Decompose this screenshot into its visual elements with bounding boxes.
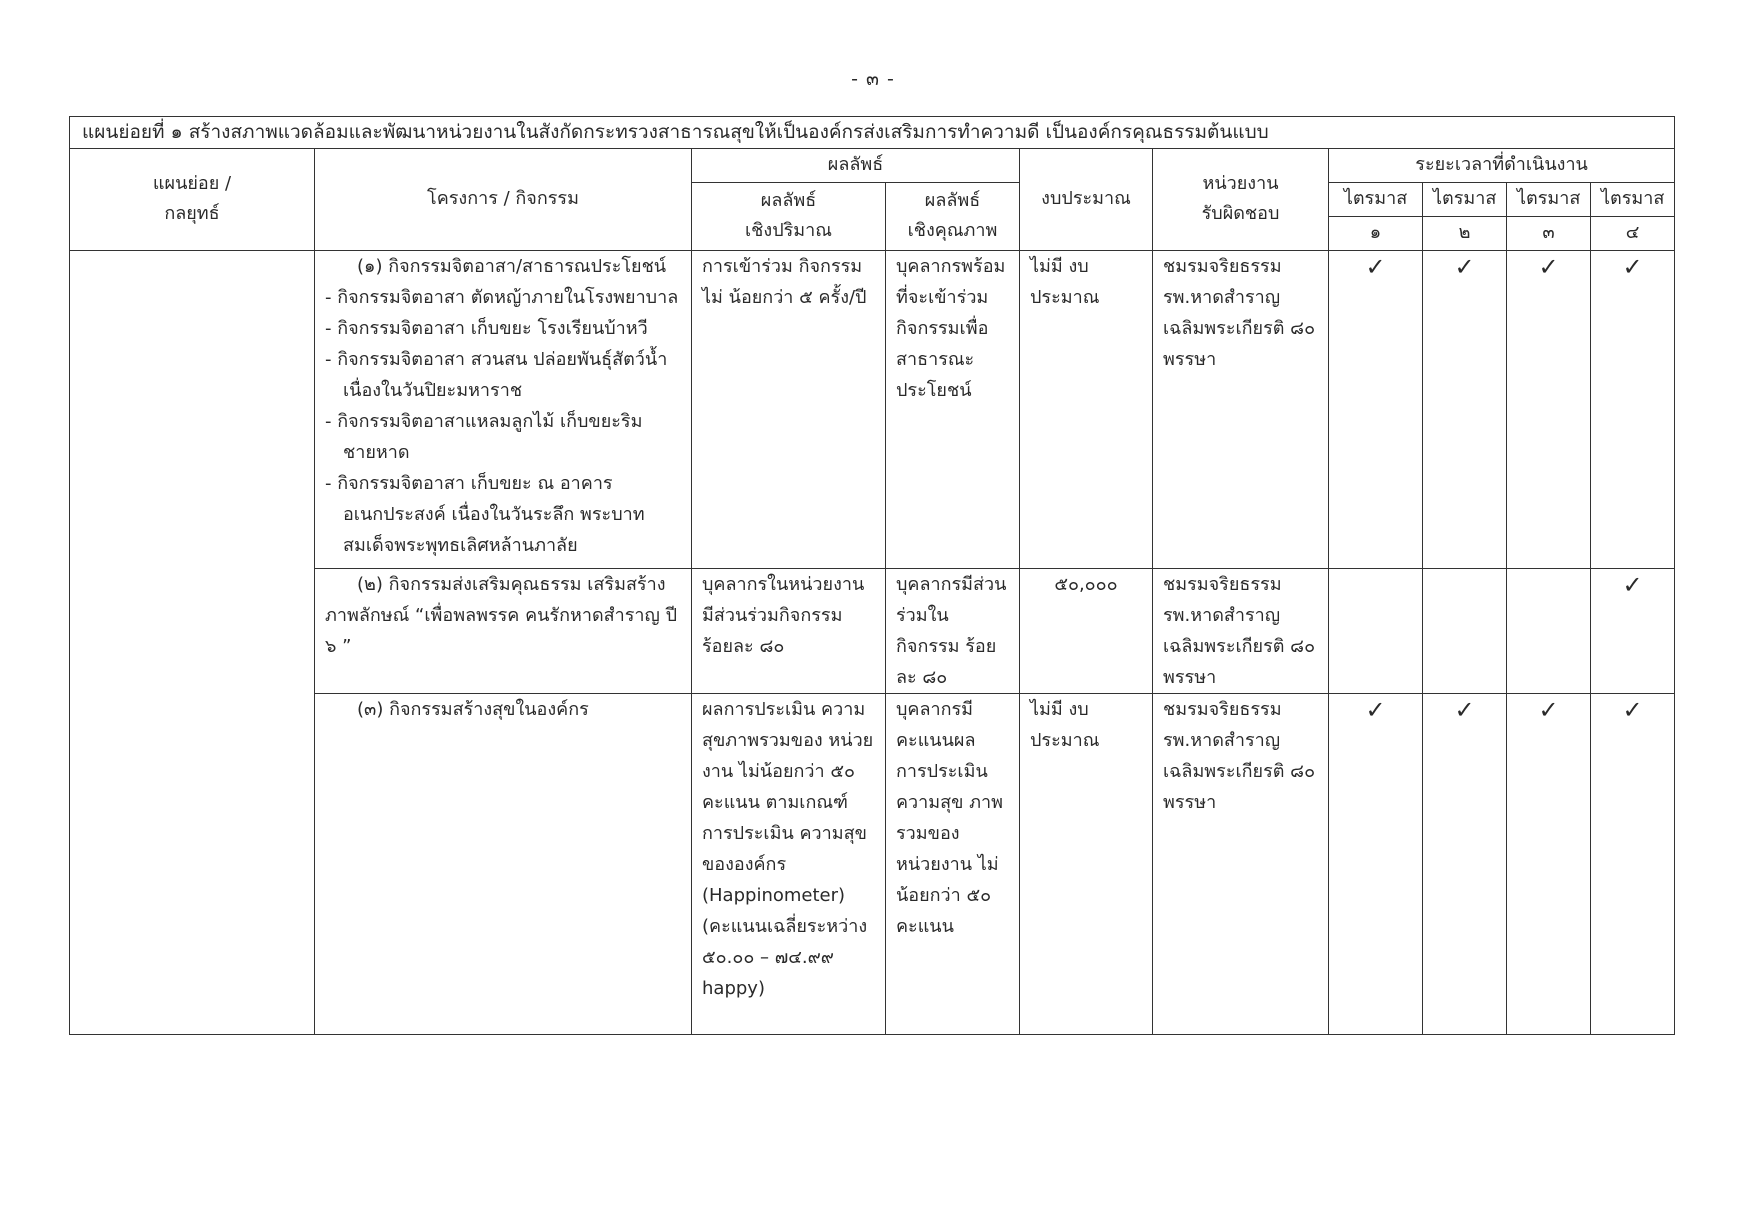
quarter-cell <box>1329 250 1423 568</box>
header-plan: แผนย่อย / กลยุทธ์ <box>70 149 315 251</box>
check-icon: ✓ <box>1622 570 1643 599</box>
activity-cell <box>315 693 692 1034</box>
quarter-cell <box>1423 693 1507 1034</box>
responsible-cell: ชมรมจริยธรรม รพ.หาดสำราญ เฉลิมพระเกียรติ ๘๐ พรรษา <box>1153 250 1329 568</box>
header-row-1 <box>70 149 1675 183</box>
header-quarter-label-2: ไตรมาส <box>1423 182 1507 216</box>
quarter-cell <box>1591 568 1675 693</box>
list-item: - กิจกรรมจิตอาสา เก็บขยะ โรงเรียนบ้าหวี <box>325 317 648 339</box>
header-quarter-label-4: ไตรมาส <box>1591 182 1675 216</box>
header-outcome-quant: ผลลัพธ์ เชิงปริมาณ <box>692 182 886 250</box>
table-row <box>70 250 1675 568</box>
qual-cell: บุคลากรมีส่วน ร่วมใน กิจกรรม ร้อยละ ๘๐ <box>886 568 1020 693</box>
quarter-cell <box>1329 693 1423 1034</box>
check-icon: ✓ <box>1454 252 1475 281</box>
quarter-cell <box>1507 568 1591 693</box>
check-icon: ✓ <box>1622 252 1643 281</box>
quant-cell: บุคลากรในหน่วยงาน มีส่วนร่วมกิจกรรม ร้อยละ ๘๐ <box>692 568 886 693</box>
header-quarter-num-2: ๒ <box>1423 216 1507 250</box>
header-quarter-num-1: ๑ <box>1329 216 1423 250</box>
activity-cell <box>315 568 692 693</box>
quarter-cell <box>1507 250 1591 568</box>
responsible-cell: ชมรมจริยธรรม รพ.หาดสำราญ เฉลิมพระเกียรติ ๘๐ พรรษา <box>1153 568 1329 693</box>
header-quarter-label-1: ไตรมาส <box>1329 182 1423 216</box>
header-quarter-label-3: ไตรมาส <box>1507 182 1591 216</box>
check-icon: ✓ <box>1365 252 1386 281</box>
list-item: - กิจกรรมจิตอาสา สวนสน ปล่อยพันธุ์สัตว์น้ำ เนื่องในวันปิยะมหาราช <box>325 348 668 401</box>
list-item: - กิจกรรมจิตอาสา ตัดหญ้าภายในโรงพยาบาล <box>325 286 679 308</box>
budget-cell: ไม่มี งบประมาณ <box>1020 693 1153 1034</box>
check-icon: ✓ <box>1454 695 1475 724</box>
quarter-cell <box>1591 693 1675 1034</box>
sub-activity-list <box>325 282 681 561</box>
header-quarter-num-3: ๓ <box>1507 216 1591 250</box>
header-outcome-qual: ผลลัพธ์ เชิงคุณภาพ <box>886 182 1020 250</box>
header-project: โครงการ / กิจกรรม <box>315 149 692 251</box>
table-title: แผนย่อยที่ ๑ สร้างสภาพแวดล้อมและพัฒนาหน่วยงานในสังกัดกระทรวงสาธารณสุขให้เป็นองค์กรส่งเสริมการทำความดี เป็นองค์กรคุณธรรมต้นแบบ <box>70 117 1675 149</box>
header-outcome: ผลลัพธ์ <box>692 149 1020 183</box>
plan-cell <box>70 250 315 1034</box>
responsible-cell: ชมรมจริยธรรม รพ.หาดสำราญ เฉลิมพระเกียรติ ๘๐ พรรษา <box>1153 693 1329 1034</box>
check-icon: ✓ <box>1365 695 1386 724</box>
activity-title: (๒) กิจกรรมส่งเสริมคุณธรรม เสริมสร้าง ภาพลักษณ์ “เพื่อพลพรรค คนรักหาดสำราญ ปี ๖ ” <box>325 573 677 657</box>
plan-table <box>69 116 1675 1035</box>
qual-cell: บุคลากรมี คะแนนผล การประเมิน ความสุข ภาพรวมของ หน่วยงาน ไม่น้อยกว่า ๕๐ คะแนน <box>886 693 1020 1034</box>
header-quarter-num-4: ๔ <box>1591 216 1675 250</box>
page-number: - ๓ - <box>851 68 895 90</box>
quarter-cell <box>1591 250 1675 568</box>
quarter-cell <box>1507 693 1591 1034</box>
quarter-cell <box>1423 568 1507 693</box>
activity-title: (๓) กิจกรรมสร้างสุขในองค์กร <box>357 698 589 720</box>
list-item: - กิจกรรมจิตอาสาแหลมลูกไม้ เก็บขยะริม ชายหาด <box>325 410 643 463</box>
check-icon: ✓ <box>1538 695 1559 724</box>
header-responsible: หน่วยงาน รับผิดชอบ <box>1153 149 1329 251</box>
check-icon: ✓ <box>1622 695 1643 724</box>
quarter-cell <box>1329 568 1423 693</box>
qual-cell: บุคลากรพร้อม ที่จะเข้าร่วม กิจกรรมเพื่อ สาธารณะ ประโยชน์ <box>886 250 1020 568</box>
quant-cell: ผลการประเมิน ความสุขภาพรวมของ หน่วยงาน ไม่น้อยกว่า ๕๐ คะแนน ตามเกณฑ์การประเมิน ความสุขขององค์กร (Happinometer) (คะแนนเฉลี่ยระหว่าง ๕๐.๐๐ – ๗๔.๙๙ happy) <box>692 693 886 1034</box>
budget-cell: ๕๐,๐๐๐ <box>1020 568 1153 693</box>
check-icon: ✓ <box>1538 252 1559 281</box>
quarter-cell <box>1423 250 1507 568</box>
header-budget: งบประมาณ <box>1020 149 1153 251</box>
quant-cell: การเข้าร่วม กิจกรรมไม่ น้อยกว่า ๕ ครั้ง/ปี <box>692 250 886 568</box>
table-title-row <box>70 117 1675 149</box>
budget-cell: ไม่มี งบประมาณ <box>1020 250 1153 568</box>
activity-title: (๑) กิจกรรมจิตอาสา/สาธารณประโยชน์ <box>357 255 667 277</box>
header-period: ระยะเวลาที่ดำเนินงาน <box>1329 149 1675 183</box>
list-item: - กิจกรรมจิตอาสา เก็บขยะ ณ อาคาร อเนกประสงค์ เนื่องในวันระลึก พระบาทสมเด็จพระพุทธเลิศหล้านภาลัย <box>325 472 645 556</box>
activity-cell <box>315 250 692 568</box>
